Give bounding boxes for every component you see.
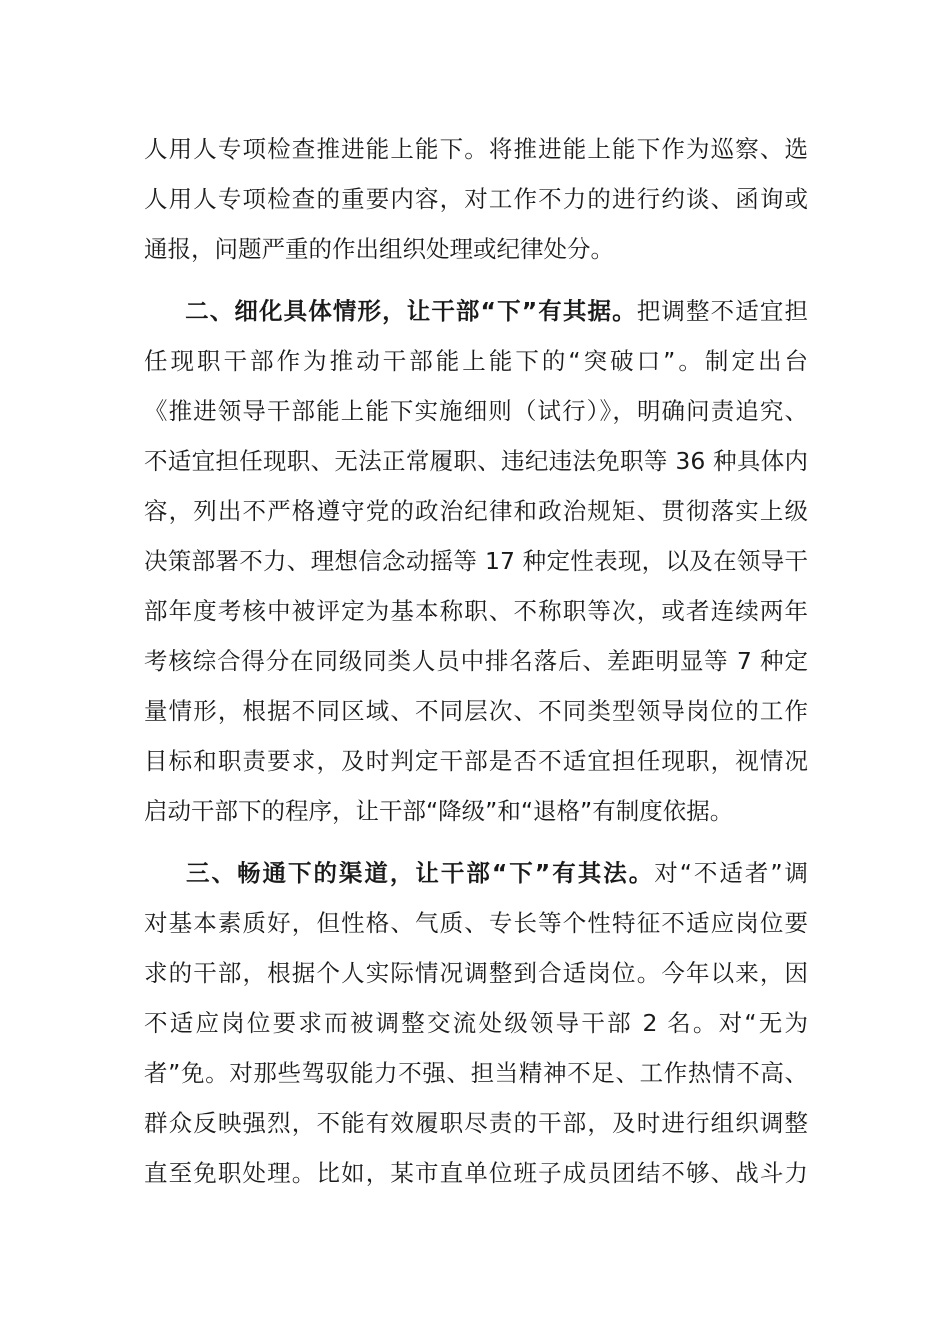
text-line: 部年度考核中被评定为基本称职、不称职等次，或者连续两年 bbox=[144, 597, 808, 625]
text-line: 通报，问题严重的作出组织处理或纪律处分。 bbox=[144, 235, 614, 263]
text-fragment: 把调整不适宜担 bbox=[636, 297, 808, 325]
text-line: 不适宜担任现职、无法正常履职、违纪违法免职等 36 种具体内 bbox=[144, 447, 808, 475]
text-line: 任现职干部作为推动干部能上能下的“突破口”。制定出台 bbox=[144, 347, 808, 375]
paragraph-3 bbox=[144, 848, 808, 1198]
text-fragment: 对“不适者”调 bbox=[654, 859, 808, 887]
text-line: 目标和职责要求，及时判定干部是否不适宜担任现职，视情况 bbox=[144, 747, 808, 775]
text-line: 对基本素质好，但性格、气质、专长等个性特征不适应岗位要 bbox=[144, 909, 808, 937]
text-line: 人用人专项检查的重要内容，对工作不力的进行约谈、函询或 bbox=[144, 185, 808, 213]
text-line bbox=[144, 848, 808, 898]
text-line: 不适应岗位要求而被调整交流处级领导干部 2 名。对“无为 bbox=[144, 1009, 808, 1037]
document-page bbox=[144, 124, 808, 1198]
text-line: 容，列出不严格遵守党的政治纪律和政治规矩、贯彻落实上级 bbox=[144, 497, 808, 525]
text-line: 《推进领导干部能上能下实施细则（试行）》，明确问责追究、 bbox=[144, 397, 808, 425]
text-line: 量情形，根据不同区域、不同层次、不同类型领导岗位的工作 bbox=[144, 697, 808, 725]
text-line: 启动干部下的程序，让干部“降级”和“退格”有制度依据。 bbox=[144, 797, 734, 825]
section-heading: 三、畅通下的渠道，让干部“下”有其法。 bbox=[184, 859, 655, 887]
text-line: 求的干部，根据个人实际情况调整到合适岗位。今年以来，因 bbox=[144, 959, 808, 987]
section-heading: 二、细化具体情形，让干部“下”有其据。 bbox=[184, 297, 637, 325]
paragraph-2 bbox=[144, 286, 808, 836]
text-line bbox=[144, 286, 808, 336]
text-line: 群众反映强烈，不能有效履职尽责的干部，及时进行组织调整 bbox=[144, 1109, 808, 1137]
text-line: 决策部署不力、理想信念动摇等 17 种定性表现，以及在领导干 bbox=[144, 547, 808, 575]
text-line: 人用人专项检查推进能上能下。将推进能上能下作为巡察、选 bbox=[144, 135, 808, 163]
text-line: 者”免。对那些驾驭能力不强、担当精神不足、工作热情不高、 bbox=[144, 1059, 808, 1087]
text-line: 考核综合得分在同级同类人员中排名落后、差距明显等 7 种定 bbox=[144, 647, 808, 675]
text-line: 直至免职处理。比如，某市直单位班子成员团结不够、战斗力 bbox=[144, 1159, 808, 1187]
paragraph-1 bbox=[144, 124, 808, 274]
